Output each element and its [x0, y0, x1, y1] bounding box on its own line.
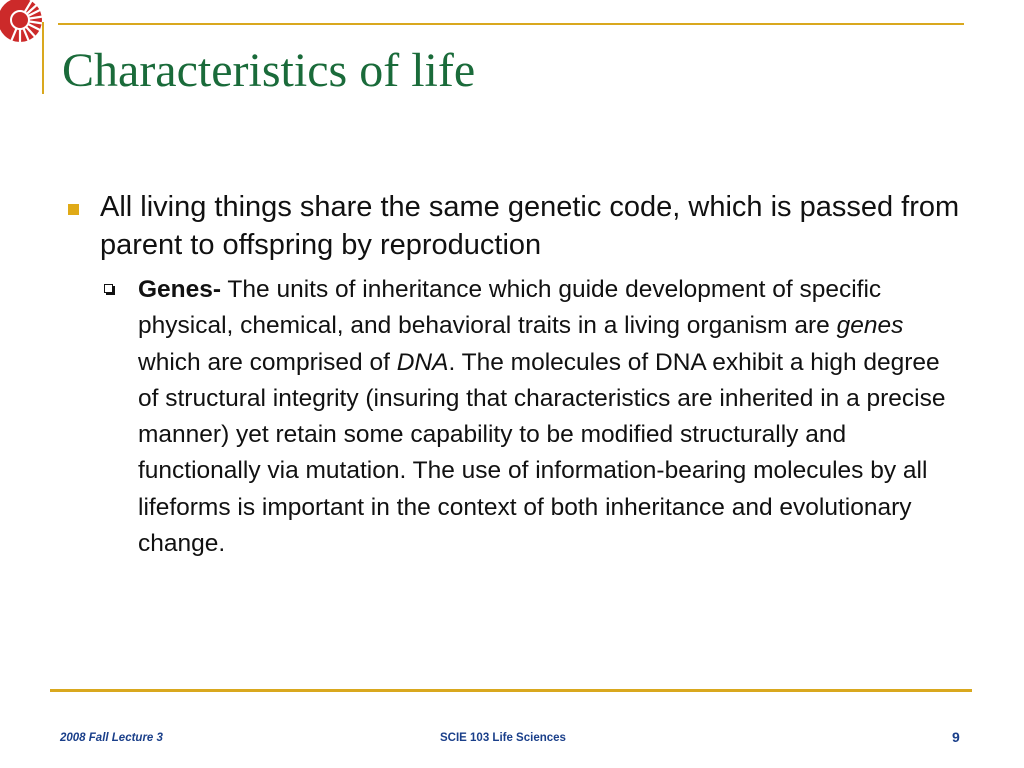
hollow-square-bullet-icon — [104, 284, 113, 293]
square-bullet-icon — [68, 204, 79, 215]
footer-course: SCIE 103 Life Sciences — [440, 732, 566, 744]
sub-bullet-text-a: The units of inheritance which guide development of specific physical, chemical, and behavioral traits in a living organism are — [138, 276, 882, 340]
footer-lecture: 2008 Fall Lecture 3 — [60, 732, 163, 744]
university-logo-icon — [0, 0, 62, 62]
sub-bullet-text-c: . The molecules of DNA exhibit a high degree of structural integrity (insuring that characteristics are inherited in a precise manner) yet retain some capability to be modified structurally and functionally via mutation. The use of information-bearing molecules by all lifeforms is important in the context of both inheritance and evolutionary change. — [138, 348, 946, 558]
term-genes: Genes- — [138, 276, 222, 303]
emphasis-dna: DNA — [396, 348, 449, 376]
bullet-level-2 — [100, 272, 958, 562]
sub-bullet-text-b: which are comprised of — [138, 348, 397, 376]
slide-body — [62, 188, 962, 562]
footer-rule — [50, 689, 972, 692]
title-horizontal-rule — [58, 23, 964, 25]
bullet-level-1 — [62, 188, 960, 264]
page-number: 9 — [952, 729, 960, 745]
slide-title: Characteristics of life — [62, 44, 476, 97]
emphasis-genes: genes — [836, 312, 904, 340]
bullet-1-text: All living things share the same genetic code, which is passed from parent to offspring by reproduction — [100, 191, 960, 261]
title-vertical-rule — [42, 22, 44, 94]
